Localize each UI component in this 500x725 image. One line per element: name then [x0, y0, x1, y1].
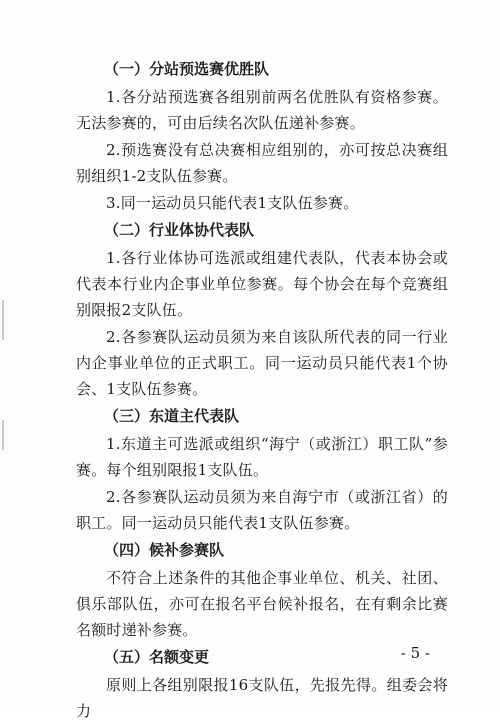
section-heading: （三）东道主代表队	[104, 407, 240, 425]
paragraph: 不符合上述条件的其他企事业单位、机关、社团、俱乐部队伍，亦可在报名平台候补报名，在有剩余比赛名额时递补参赛。	[76, 569, 448, 639]
scan-edge-mark	[2, 300, 4, 340]
section-1	[76, 56, 448, 216]
section-heading: （二）行业体协代表队	[104, 221, 255, 239]
paragraph: 2.各参赛队运动员须为来自该队所代表的同一行业内企事业单位的正式职工。同一运动员只能代表1个协会、1支队伍参赛。	[76, 328, 448, 398]
page-number: - 5 -	[400, 644, 430, 662]
section-3	[76, 403, 448, 536]
section-heading: （四）候补参赛队	[104, 541, 225, 559]
paragraph: 1.东道主可选派或组织“海宁（或浙江）职工队”参赛。每个组别限报1支队伍。	[76, 435, 448, 479]
section-2	[76, 217, 448, 402]
section-heading: （五）名额变更	[104, 648, 210, 666]
section-5	[76, 644, 448, 724]
scan-edge-mark	[2, 420, 4, 450]
paragraph: 1.各分站预选赛各组别前两名优胜队有资格参赛。无法参赛的，可由后续名次队伍递补参赛。	[76, 88, 448, 132]
paragraph: 2.预选赛没有总决赛相应组别的，亦可按总决赛组别组织1-2支队伍参赛。	[76, 141, 448, 185]
paragraph: 2.各参赛队运动员须为来自海宁市（或浙江省）的职工。同一运动员只能代表1支队伍参赛。	[76, 488, 448, 532]
paragraph: 3.同一运动员只能代表1支队伍参赛。	[106, 194, 359, 212]
document-body	[76, 56, 448, 725]
section-4	[76, 537, 448, 643]
paragraph: 1.各行业体协可选派或组建代表队，代表本协会或代表本行业内企事业单位参赛。每个协会在每个竞赛组别限报2支队伍。	[76, 249, 448, 319]
paragraph: 原则上各组别限报16支队伍，先报先得。组委会将力	[76, 676, 448, 720]
section-heading: （一）分站预选赛优胜队	[104, 60, 270, 78]
